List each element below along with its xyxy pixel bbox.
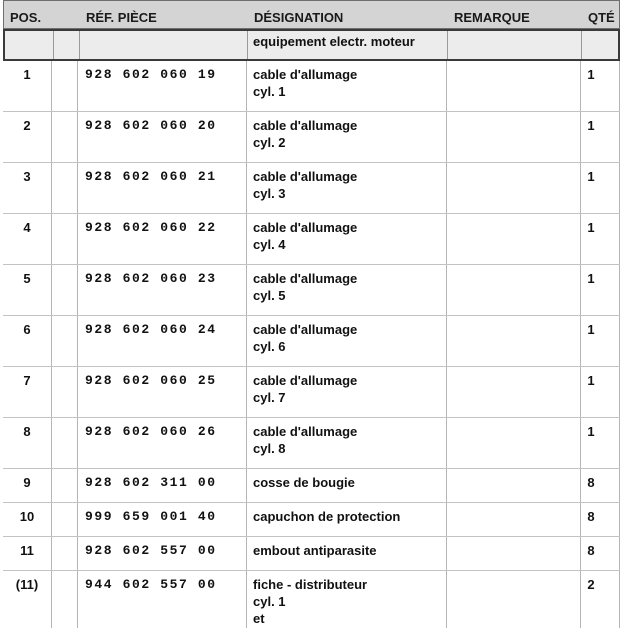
designation-line: cyl. 8 xyxy=(253,441,286,456)
row-part-number: 928 602 060 25 xyxy=(85,373,217,388)
designation-line: cyl. 1 xyxy=(253,84,286,99)
row-part-number: 928 602 060 22 xyxy=(85,220,217,235)
header-qty: QTÉ xyxy=(588,10,615,25)
designation-line: cable d'allumage xyxy=(253,424,358,439)
row-pos: 4 xyxy=(23,220,31,235)
designation-line: cosse de bougie xyxy=(253,475,355,490)
table-row xyxy=(3,214,620,265)
row-quantity: 2 xyxy=(587,577,595,592)
row-pos: 1 xyxy=(23,67,31,82)
row-pos: (11) xyxy=(15,577,39,592)
row-part-number: 944 602 557 00 xyxy=(85,577,217,592)
designation-line: cyl. 6 xyxy=(253,339,286,354)
header-ref: RÉF. PIÈCE xyxy=(86,10,157,25)
row-pos: 7 xyxy=(23,373,31,388)
table-row xyxy=(3,503,620,537)
designation-line: cyl. 3 xyxy=(253,186,286,201)
row-part-number: 928 602 311 00 xyxy=(85,475,217,490)
table-row xyxy=(3,367,620,418)
row-quantity: 1 xyxy=(587,424,595,439)
table-row xyxy=(3,265,620,316)
row-part-number: 928 602 060 24 xyxy=(85,322,217,337)
row-designation xyxy=(253,270,357,304)
row-designation xyxy=(253,423,357,457)
row-quantity: 1 xyxy=(587,373,595,388)
designation-line: cable d'allumage xyxy=(253,373,358,388)
row-designation xyxy=(253,372,357,406)
row-part-number: 928 602 060 20 xyxy=(85,118,217,133)
row-pos: 10 xyxy=(19,509,35,524)
row-pos: 8 xyxy=(23,424,31,439)
row-designation xyxy=(253,474,355,491)
header-remarque: REMARQUE xyxy=(454,10,530,25)
row-quantity: 1 xyxy=(587,67,595,82)
designation-line: cable d'allumage xyxy=(253,220,358,235)
row-designation xyxy=(253,219,357,253)
row-part-number: 928 602 557 00 xyxy=(85,543,217,558)
row-designation xyxy=(253,508,400,525)
designation-line: cable d'allumage xyxy=(253,67,358,82)
row-quantity: 8 xyxy=(587,543,595,558)
row-part-number: 928 602 060 21 xyxy=(85,169,217,184)
row-pos: 5 xyxy=(23,271,31,286)
row-part-number: 999 659 001 40 xyxy=(85,509,217,524)
table-row xyxy=(3,469,620,503)
table-row xyxy=(3,61,620,112)
table-row xyxy=(3,571,620,628)
designation-line: embout antiparasite xyxy=(253,543,377,558)
row-part-number: 928 602 060 19 xyxy=(85,67,217,82)
designation-line: cyl. 1 xyxy=(253,594,286,609)
row-pos: 6 xyxy=(23,322,31,337)
row-quantity: 8 xyxy=(587,509,595,524)
table-row xyxy=(3,112,620,163)
designation-line: fiche - distributeur xyxy=(253,577,368,592)
row-designation xyxy=(253,321,357,355)
table-row xyxy=(3,316,620,367)
row-quantity: 8 xyxy=(587,475,595,490)
table-row xyxy=(3,163,620,214)
designation-line: cable d'allumage xyxy=(253,169,358,184)
designation-line: et xyxy=(253,611,265,626)
row-pos: 11 xyxy=(20,543,34,558)
row-designation xyxy=(253,542,377,559)
group-row xyxy=(3,29,620,61)
row-quantity: 1 xyxy=(587,271,595,286)
row-quantity: 1 xyxy=(587,220,595,235)
row-pos: 9 xyxy=(23,475,31,490)
row-designation xyxy=(253,168,357,202)
header-pos: POS. xyxy=(10,10,42,25)
group-title: equipement electr. moteur xyxy=(253,34,415,49)
row-part-number: 928 602 060 26 xyxy=(85,424,217,439)
row-designation xyxy=(253,576,367,627)
table-row xyxy=(3,537,620,571)
row-designation xyxy=(253,117,357,151)
row-designation xyxy=(253,66,357,100)
designation-line: cyl. 7 xyxy=(253,390,286,405)
designation-line: cyl. 5 xyxy=(253,288,286,303)
designation-line: cyl. 4 xyxy=(253,237,286,252)
row-part-number: 928 602 060 23 xyxy=(85,271,217,286)
row-pos: 2 xyxy=(23,118,31,133)
row-quantity: 1 xyxy=(587,322,595,337)
designation-line: cable d'allumage xyxy=(253,271,358,286)
header-designation: DÉSIGNATION xyxy=(254,10,344,25)
designation-line: cable d'allumage xyxy=(253,118,358,133)
row-quantity: 1 xyxy=(587,169,595,184)
table-header xyxy=(3,0,620,29)
parts-table xyxy=(3,0,620,628)
designation-line: cable d'allumage xyxy=(253,322,358,337)
designation-line: cyl. 2 xyxy=(253,135,286,150)
designation-line: capuchon de protection xyxy=(253,509,401,524)
table-row xyxy=(3,418,620,469)
row-pos: 3 xyxy=(23,169,31,184)
row-quantity: 1 xyxy=(587,118,595,133)
